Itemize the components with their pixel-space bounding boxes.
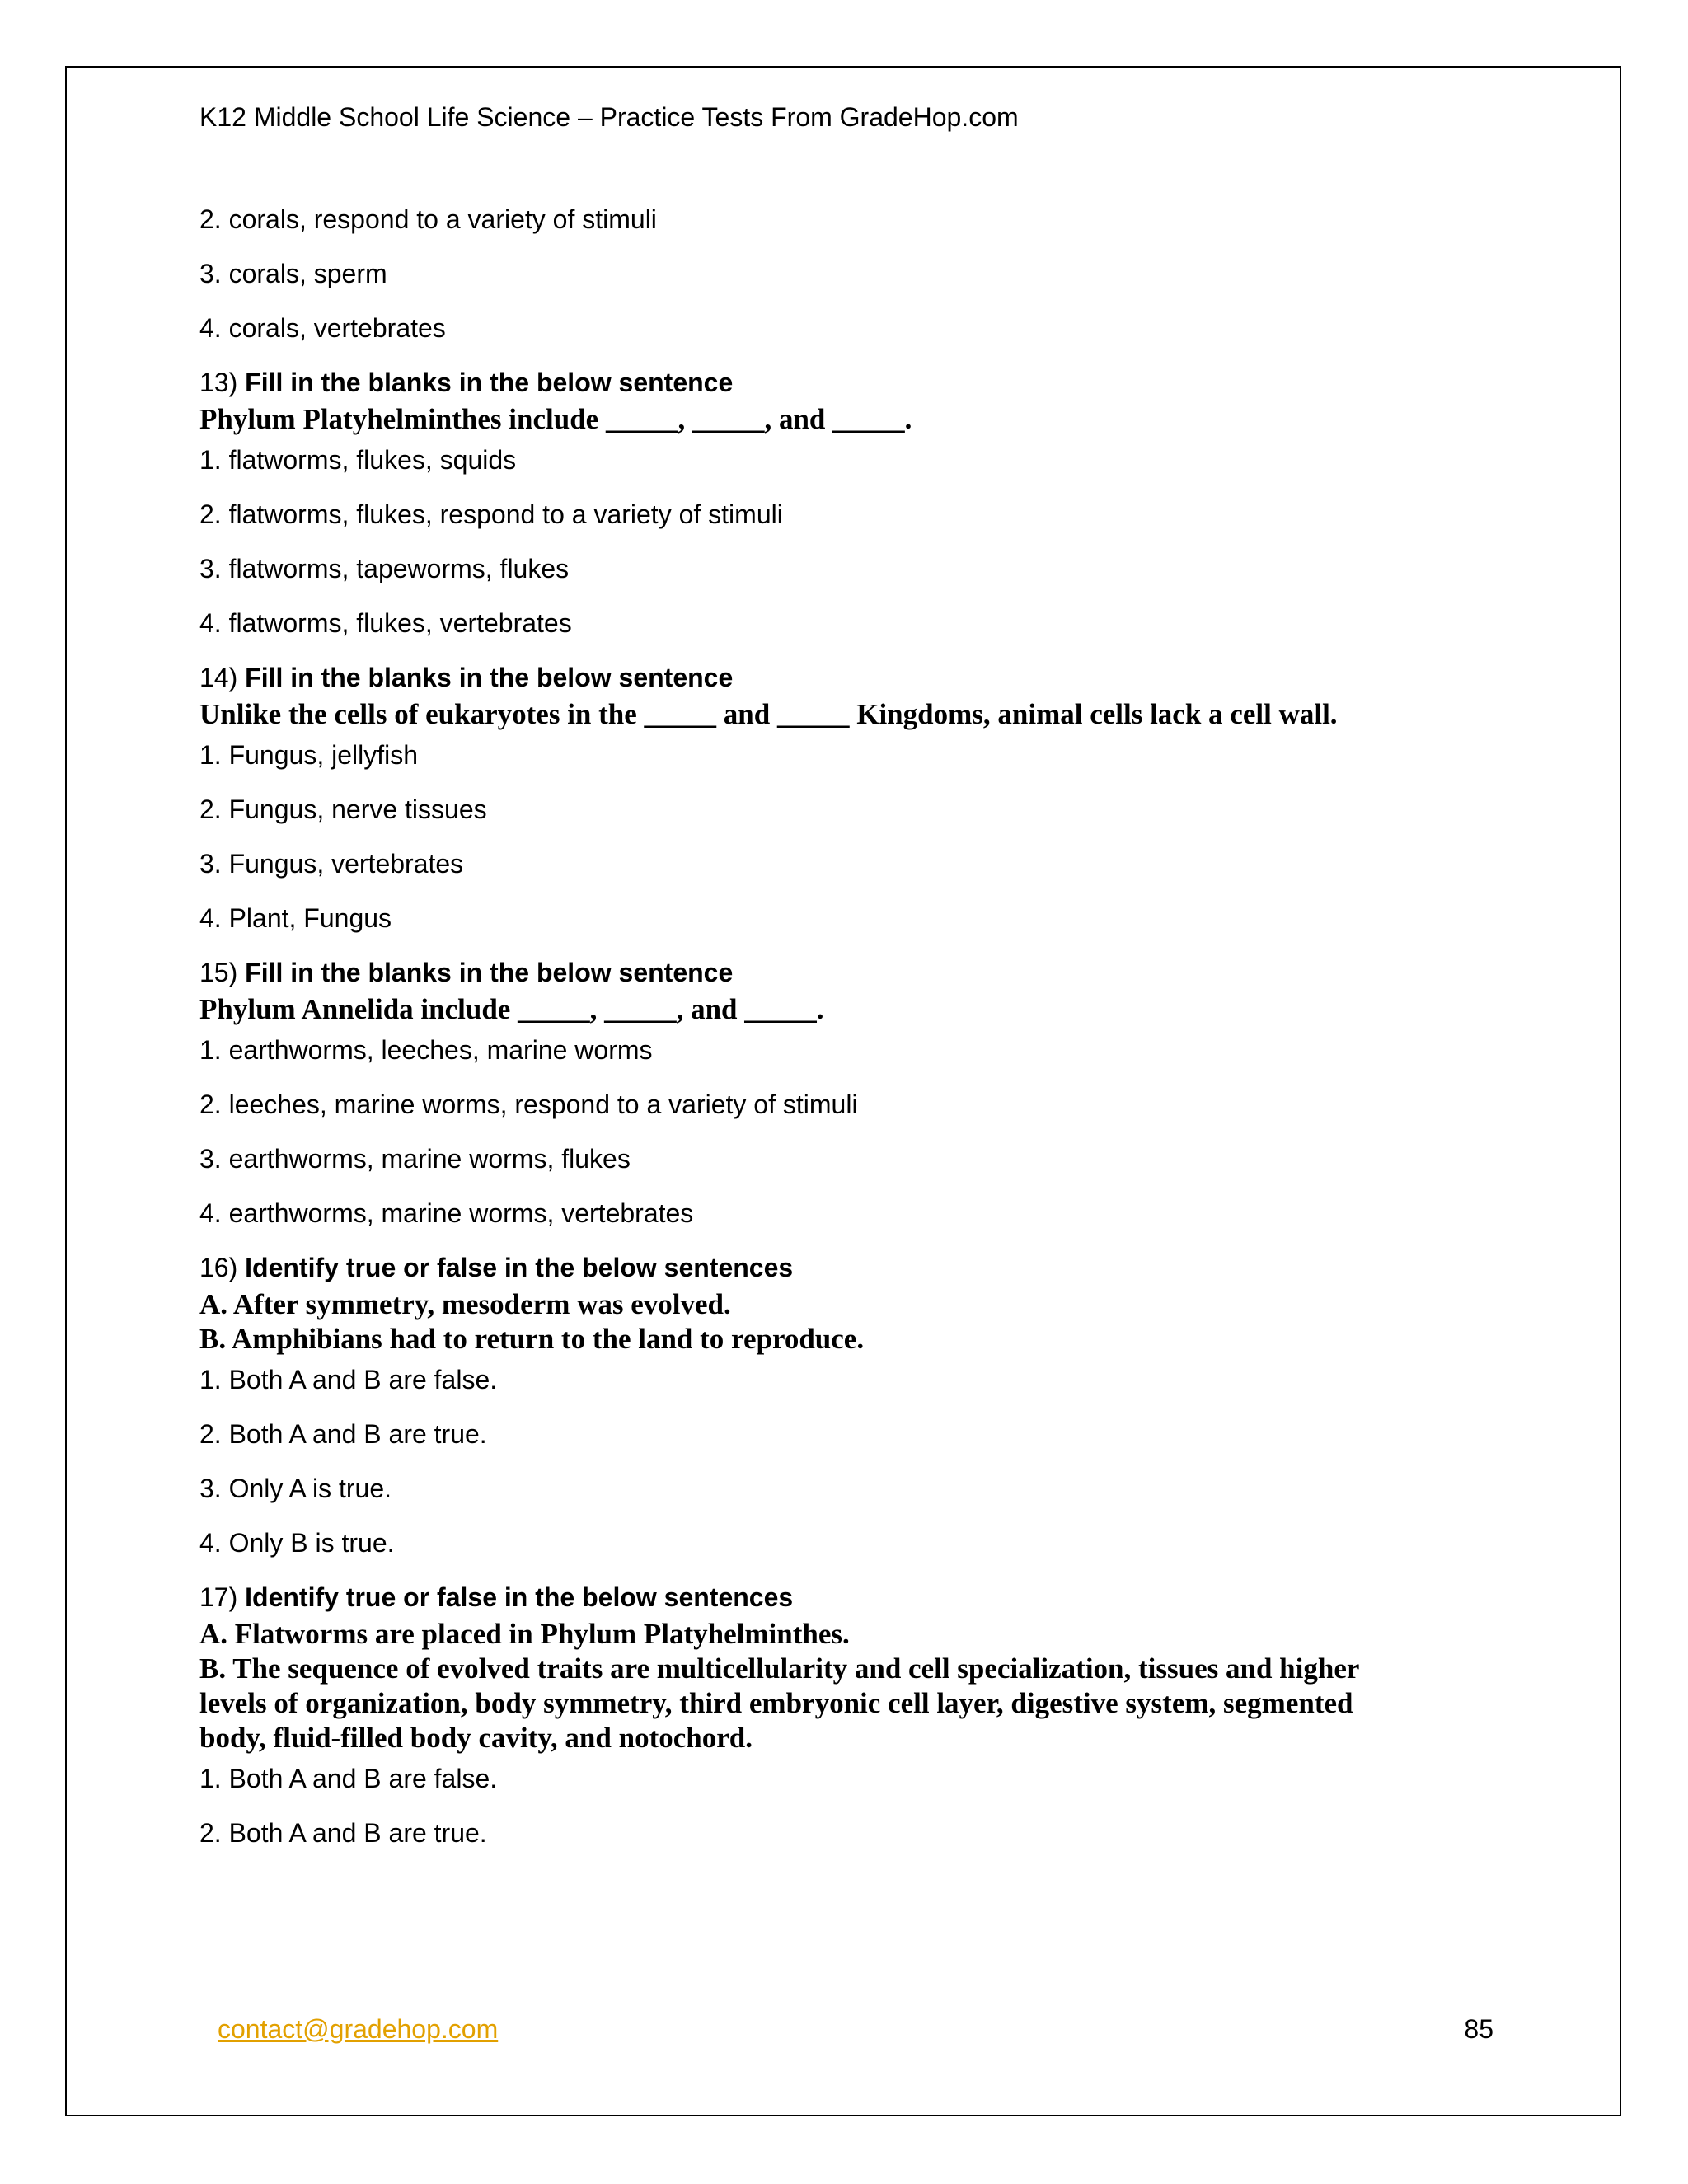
question-16 <box>199 1248 1485 1563</box>
question-prompt: Unlike the cells of eukaryotes in the _____ and _____ Kingdoms, animal cells lack a cell wall. <box>199 698 1338 730</box>
question-instruction: Identify true or false in the below sentences <box>245 1582 794 1612</box>
statement-a: A. Flatworms are placed in Phylum Platyhelminthes. <box>199 1618 850 1650</box>
page-number: 85 <box>1464 2014 1493 2044</box>
question-13 <box>199 363 1485 643</box>
question-heading <box>199 658 1485 697</box>
option: 3. Only A is true. <box>199 1474 392 1503</box>
question-instruction: Identify true or false in the below sentences <box>245 1253 794 1282</box>
question-heading <box>199 1577 1485 1617</box>
option: 2. Both A and B are true. <box>199 1419 487 1449</box>
option: 1. Both A and B are false. <box>199 1764 498 1793</box>
option: 4. flatworms, flukes, vertebrates <box>199 608 572 638</box>
option: 4. corals, vertebrates <box>199 313 446 343</box>
option: 3. Fungus, vertebrates <box>199 849 464 879</box>
option: 2. leeches, marine worms, respond to a variety of stimuli <box>199 1090 858 1119</box>
option: 4. Only B is true. <box>199 1528 395 1558</box>
question-number: 14) <box>199 663 238 692</box>
option: 2. corals, respond to a variety of stimuli <box>199 204 657 234</box>
question-heading <box>199 1248 1485 1287</box>
question-number: 15) <box>199 958 238 987</box>
question-instruction: Fill in the blanks in the below sentence <box>245 368 734 397</box>
option: 1. Fungus, jellyfish <box>199 740 419 770</box>
option: 2. flatworms, flukes, respond to a variety of stimuli <box>199 499 783 529</box>
question-15 <box>199 953 1485 1233</box>
question-instruction: Fill in the blanks in the below sentence <box>245 663 734 692</box>
question-prompt: Phylum Platyhelminthes include _____, _____, and _____. <box>199 403 912 435</box>
question-number: 17) <box>199 1582 238 1612</box>
question-17 <box>199 1577 1485 1853</box>
statement-b: B. Amphibians had to return to the land to reproduce. <box>199 1323 865 1355</box>
question-number: 16) <box>199 1253 238 1282</box>
statement-a: A. After symmetry, mesoderm was evolved. <box>199 1288 731 1320</box>
option: 3. flatworms, tapeworms, flukes <box>199 554 570 583</box>
option: 3. corals, sperm <box>199 259 387 288</box>
question-heading <box>199 363 1485 402</box>
option: 1. flatworms, flukes, squids <box>199 445 517 475</box>
statement-b-line: body, fluid-filled body cavity, and notochord. <box>199 1722 753 1754</box>
statement-b-line: levels of organization, body symmetry, third embryonic cell layer, digestive system, segmented <box>199 1687 1353 1719</box>
statements <box>199 1617 1485 1755</box>
option: 1. Both A and B are false. <box>199 1365 498 1394</box>
question-number: 13) <box>199 368 238 397</box>
question-heading <box>199 953 1485 992</box>
statement-b-line: B. The sequence of evolved traits are multicellularity and cell specialization, tissues and higher <box>199 1652 1360 1685</box>
carryover-options <box>199 199 1485 348</box>
question-14 <box>199 658 1485 938</box>
page-footer <box>218 2009 1493 2049</box>
option: 2. Fungus, nerve tissues <box>199 794 487 824</box>
option: 1. earthworms, leeches, marine worms <box>199 1035 653 1065</box>
contact-email-link[interactable]: contact@gradehop.com <box>218 2014 499 2044</box>
option: 4. earthworms, marine worms, vertebrates <box>199 1198 694 1228</box>
question-instruction: Fill in the blanks in the below sentence <box>245 958 734 987</box>
question-prompt: Phylum Annelida include _____, _____, and _____. <box>199 993 824 1025</box>
option: 2. Both A and B are true. <box>199 1818 487 1848</box>
option: 3. earthworms, marine worms, flukes <box>199 1144 631 1174</box>
page-header: K12 Middle School Life Science – Practice Tests From GradeHop.com <box>199 102 1019 132</box>
page-content <box>199 97 1485 1868</box>
statements <box>199 1287 1485 1357</box>
option: 4. Plant, Fungus <box>199 903 392 933</box>
